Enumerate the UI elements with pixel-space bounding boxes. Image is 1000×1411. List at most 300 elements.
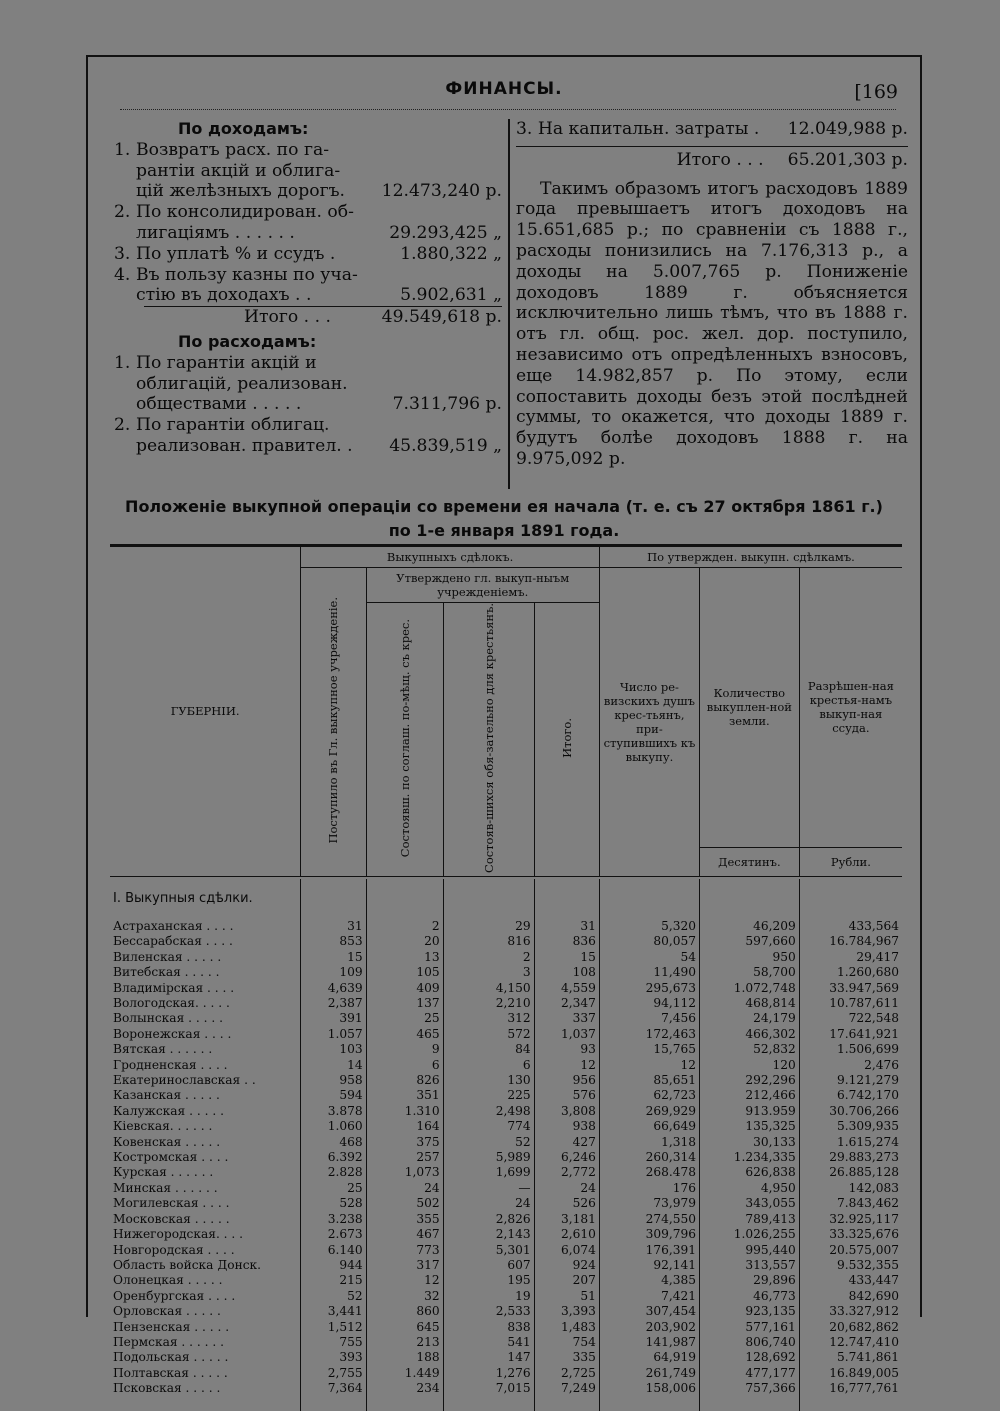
table-cell: 215 (301, 1273, 366, 1288)
table-row (110, 1289, 902, 1304)
table-cell: 212,466 (699, 1088, 799, 1103)
col-agreed: Состоявш. по соглаш. по-мѣщ. съ крес. (366, 603, 443, 877)
income-item (114, 140, 502, 202)
table-cell: 2,755 (301, 1366, 366, 1381)
table-cell: 1,276 (443, 1366, 534, 1381)
table-cell: 207 (534, 1273, 599, 1288)
table-cell: 312 (443, 1011, 534, 1026)
table-cell: 466,302 (699, 1027, 799, 1042)
gubernia-name: Виленская . . . . . (113, 949, 222, 964)
table-cell: 29.883,273 (799, 1150, 902, 1165)
table-cell: 128,692 (699, 1350, 799, 1365)
gubernia-name: Орловская . . . . . (113, 1304, 221, 1319)
table-cell: 477,177 (699, 1366, 799, 1381)
income-total-label: Итого . . . (244, 307, 331, 328)
table-cell: 19 (443, 1289, 534, 1304)
table-row (110, 1258, 902, 1273)
document-page (86, 55, 922, 1396)
gubernia-name: Подольская . . . . . (113, 1350, 229, 1365)
table-cell: 572 (443, 1027, 534, 1042)
table-cell: 15,765 (599, 1042, 699, 1057)
table-cell: 7,015 (443, 1381, 534, 1396)
expense-total-label: Итого . . . (676, 149, 764, 170)
table-cell: 225 (443, 1088, 534, 1103)
income-item (114, 202, 502, 244)
table-cell: 268.478 (599, 1165, 699, 1180)
table-row (110, 1088, 902, 1103)
expense-item-3-label: 3. На капитальн. затраты . (516, 119, 760, 139)
table-cell: 188 (366, 1350, 443, 1365)
table-cell: 54 (599, 950, 699, 965)
section-title: ФИНАНСЫ. (445, 79, 563, 99)
col-land: Количество выкуплен-ной земли. (699, 568, 799, 848)
table-cell: 2,533 (443, 1304, 534, 1319)
gubernia-name: Курская . . . . . . (113, 1165, 214, 1180)
page-number: [169 (854, 81, 898, 103)
table-cell: 93 (534, 1042, 599, 1057)
table-cell: 9 (366, 1042, 443, 1057)
table-cell: 52 (443, 1135, 534, 1150)
table-cell: 7,249 (534, 1381, 599, 1396)
table-cell: 3,808 (534, 1104, 599, 1119)
table-cell: 2,772 (534, 1165, 599, 1180)
table-cell: 260,314 (599, 1150, 699, 1165)
gubernia-name: Воронежская . . . . (113, 1026, 232, 1041)
table-cell: 85,651 (599, 1073, 699, 1088)
table-cell: 176,391 (599, 1243, 699, 1258)
gubernia-name: Владимiрская . . . . (113, 980, 235, 995)
gubernia-name: Олонецкая . . . . . (113, 1273, 223, 1288)
table-cell: 860 (366, 1304, 443, 1319)
section-label: I. Выкупныя сдѣлки. (113, 891, 253, 907)
table-cell: 29,896 (699, 1273, 799, 1288)
table-cell: 842,690 (799, 1289, 902, 1304)
table-cell: 355 (366, 1212, 443, 1227)
table-row (110, 919, 902, 934)
table-cell: 2,498 (443, 1104, 534, 1119)
table-cell: 1.072,748 (699, 981, 799, 996)
table-cell: 269,929 (599, 1104, 699, 1119)
table-cell: 1.615,274 (799, 1135, 902, 1150)
table-cell: 541 (443, 1335, 534, 1350)
table-cell: 46,773 (699, 1289, 799, 1304)
table-cell: 92,141 (599, 1258, 699, 1273)
table-cell: 274,550 (599, 1212, 699, 1227)
table-cell: 6.140 (301, 1243, 366, 1258)
table-cell: 2,725 (534, 1366, 599, 1381)
redemption-table (110, 544, 902, 1411)
table-cell: 923,135 (699, 1304, 799, 1319)
income-item-amount: 29.293,425 „ (389, 222, 502, 243)
gubernia-name: Бессарабская . . . . (113, 934, 233, 949)
table-cell: 313,557 (699, 1258, 799, 1273)
table-cell: 52,832 (699, 1042, 799, 1057)
table-cell: 958 (301, 1073, 366, 1088)
income-total (144, 306, 502, 328)
table-cell: 24 (366, 1181, 443, 1196)
table-cell: 29 (443, 919, 534, 934)
table-row (110, 1212, 902, 1227)
table-cell: 20 (366, 934, 443, 949)
table-cell: 31 (301, 919, 366, 934)
table-cell: 2,476 (799, 1058, 902, 1073)
gubernia-name: Кiевская. . . . . . (113, 1119, 213, 1134)
table-heading (88, 495, 920, 543)
col-loan: Разрѣшен-ная крестья-намъ выкуп-ная ссуда. (799, 568, 902, 848)
table-cell: 234 (366, 1381, 443, 1396)
gubernia-name: Пензенская . . . . . (113, 1319, 230, 1334)
income-item-amount: 12.473,240 р. (381, 181, 502, 202)
table-cell: 433,447 (799, 1273, 902, 1288)
table-cell: 1.260,680 (799, 965, 902, 980)
table-cell: 203,902 (599, 1320, 699, 1335)
table-cell: 29,417 (799, 950, 902, 965)
table-cell: 5,301 (443, 1243, 534, 1258)
table-cell: 108 (534, 965, 599, 980)
table-cell: 142,083 (799, 1181, 902, 1196)
table-cell: 164 (366, 1119, 443, 1134)
table-cell: 5.309,935 (799, 1119, 902, 1134)
table-cell: 4,950 (699, 1181, 799, 1196)
left-column (114, 119, 502, 457)
table-cell: 956 (534, 1073, 599, 1088)
table-cell: 14 (301, 1058, 366, 1073)
table-cell: 607 (443, 1258, 534, 1273)
table-cell: 944 (301, 1258, 366, 1273)
table-row (110, 1150, 902, 1165)
income-item-text: Въ пользу казны по уча- (136, 264, 358, 285)
expense-item-amount: 45.839,519 „ (389, 435, 502, 456)
gubernia-name: Пермская . . . . . . (113, 1334, 225, 1349)
table-cell: 393 (301, 1350, 366, 1365)
table-cell: 257 (366, 1150, 443, 1165)
table-cell: 722,548 (799, 1011, 902, 1026)
table-cell: 924 (534, 1258, 599, 1273)
expense-item-text: обществами . . . . . (136, 394, 302, 415)
table-cell: 4,559 (534, 981, 599, 996)
table-row (110, 965, 902, 980)
income-item (114, 265, 502, 307)
table-cell: 24,179 (699, 1011, 799, 1026)
table-cell: 51 (534, 1289, 599, 1304)
table-cell: 774 (443, 1119, 534, 1134)
table-cell: 826 (366, 1073, 443, 1088)
table-cell: 351 (366, 1088, 443, 1103)
table-row (110, 1350, 902, 1365)
table-cell: 838 (443, 1320, 534, 1335)
table-cell: 1.026,255 (699, 1227, 799, 1242)
table-cell: 375 (366, 1135, 443, 1150)
table-cell: 913.959 (699, 1104, 799, 1119)
table-row (110, 1381, 902, 1396)
gubernia-name: Могилевская . . . . (113, 1196, 230, 1211)
table-cell: 2 (443, 950, 534, 965)
table-cell: 6.742,170 (799, 1088, 902, 1103)
table-cell: 528 (301, 1196, 366, 1211)
expense-item-amount: 7.311,796 р. (392, 394, 502, 415)
table-cell: 391 (301, 1011, 366, 1026)
income-item-number: 4. (114, 264, 131, 285)
table-cell: 1,073 (366, 1165, 443, 1180)
table-row (110, 1073, 902, 1088)
gubernia-name: Витебская . . . . . (113, 965, 220, 980)
gubernia-name: Калужская . . . . . (113, 1103, 224, 1118)
table-cell: 427 (534, 1135, 599, 1150)
table-cell: 3.878 (301, 1104, 366, 1119)
income-item-amount: 1.880,322 „ (400, 243, 502, 264)
table-cell: 1,512 (301, 1320, 366, 1335)
table-cell: 594 (301, 1088, 366, 1103)
gubernia-name: Гродненская . . . . (113, 1057, 228, 1072)
gubernia-name: Волынская . . . . . (113, 1011, 223, 1026)
income-item-amount: 5.902,631 „ (400, 285, 502, 306)
gubernia-name: Полтавская . . . . . (113, 1365, 228, 1380)
table-cell: 26.885,128 (799, 1165, 902, 1180)
table-cell: 645 (366, 1320, 443, 1335)
table-cell: 806,740 (699, 1335, 799, 1350)
table-cell: 465 (366, 1027, 443, 1042)
table-cell: 46,209 (699, 919, 799, 934)
table-cell: 9.121,279 (799, 1073, 902, 1088)
table-cell: 1.057 (301, 1027, 366, 1042)
expense-item-3-amount: 12.049,988 р. (787, 119, 908, 139)
table-cell: 468 (301, 1135, 366, 1150)
table-cell: 6 (366, 1058, 443, 1073)
expense-item-3 (516, 119, 908, 140)
table-cell: 2,826 (443, 1212, 534, 1227)
expense-item-number: 2. (114, 415, 131, 436)
right-column (516, 119, 908, 470)
table-cell: 16,777,761 (799, 1381, 902, 1396)
table-row (110, 1227, 902, 1242)
table-row (110, 1304, 902, 1319)
income-heading: По доходамъ: (178, 119, 309, 138)
expense-item-text: реализован. правител. . (136, 435, 353, 456)
table-row (110, 1042, 902, 1057)
table-cell: 24 (443, 1196, 534, 1211)
expense-list (114, 353, 502, 457)
table-cell: 135,325 (699, 1119, 799, 1134)
table-cell: 950 (699, 950, 799, 965)
income-item-text: По консолидирован. об- (136, 202, 354, 223)
table-cell: 30,133 (699, 1135, 799, 1150)
table-cell: 147 (443, 1350, 534, 1365)
table-cell: 261,749 (599, 1366, 699, 1381)
table-row (110, 1366, 902, 1381)
table-cell: 7,456 (599, 1011, 699, 1026)
table-cell: 16.849,005 (799, 1366, 902, 1381)
table-cell: 836 (534, 934, 599, 949)
table-cell: 33.947,569 (799, 981, 902, 996)
table-cell: 335 (534, 1350, 599, 1365)
table-row (110, 1011, 902, 1026)
table-cell: 120 (699, 1058, 799, 1073)
income-item-text: стiю въ доходахъ . . (136, 285, 312, 306)
table-cell: 468,814 (699, 996, 799, 1011)
gubernia-name: Астраханская . . . . (113, 918, 234, 933)
table-cell: 11,490 (599, 965, 699, 980)
table-row (110, 1243, 902, 1258)
table-cell: 995,440 (699, 1243, 799, 1258)
col-total: Итого. (534, 603, 599, 877)
income-item-text: лигацiямъ . . . . . . (136, 222, 295, 243)
table-cell: 597,660 (699, 934, 799, 949)
table-cell: 938 (534, 1119, 599, 1134)
table-cell: 1.506,699 (799, 1042, 902, 1057)
table-cell: 24 (534, 1181, 599, 1196)
table-cell: 1.310 (366, 1104, 443, 1119)
header-rule (120, 105, 896, 110)
expense-total (516, 146, 908, 171)
table-cell: 3,181 (534, 1212, 599, 1227)
table-cell: 1,037 (534, 1027, 599, 1042)
gubernia-name: Костромская . . . . (113, 1150, 229, 1165)
redemption-table-wrap (110, 544, 902, 1411)
income-list (114, 140, 502, 306)
table-cell: 2.828 (301, 1165, 366, 1180)
table-cell: 213 (366, 1335, 443, 1350)
table-cell: 30.706,266 (799, 1104, 902, 1119)
table-cell: 66,649 (599, 1119, 699, 1134)
table-cell: 15 (301, 950, 366, 965)
unit-land: Десятинъ. (699, 847, 799, 876)
table-cell: 1,699 (443, 1165, 534, 1180)
table-cell: 773 (366, 1243, 443, 1258)
table-cell: 1.234,335 (699, 1150, 799, 1165)
table-cell: 307,454 (599, 1304, 699, 1319)
group-confirmed: Утверждено гл. выкуп-ныъм учрежденiемъ. (366, 568, 599, 603)
table-cell: 12 (366, 1273, 443, 1288)
expense-item-text: облигацiй, реализован. (136, 373, 348, 394)
summary-paragraph: Такимъ образомъ итогъ расходовъ 1889 года превышаетъ итогъ доходовъ на 15.651,685 р.; по сравненiи съ 1888 г., расходы понизились на 7.176,313 р., а доходы на 5.007,765 р. Пониженiе доходовъ 1889 г. объясняется исключительно лишь тѣмъ, что въ 1888 г. отъ гл. общ. рос. жел. дор. поступило, независимо отъ опредѣленныхъ взносовъ, еще 14.982,857 р. По этому, если сопоставить доходы безъ этой послѣдней суммы, то окажется, что доходы 1889 г. будутъ болѣе доходовъ 1888 г. на 9.975,092 р. (516, 178, 908, 469)
col-gubernia: ГУБЕРНIИ. (110, 546, 301, 877)
table-cell: 1,318 (599, 1135, 699, 1150)
table-row (110, 1165, 902, 1180)
col-received: Поступило въ Гл. выкупное учрежденiе. (301, 568, 366, 877)
table-cell: 25 (301, 1181, 366, 1196)
table-cell: 17.641,921 (799, 1027, 902, 1042)
table-cell: 80,057 (599, 934, 699, 949)
table-cell: 62,723 (599, 1088, 699, 1103)
table-cell: 103 (301, 1042, 366, 1057)
table-row (110, 1027, 902, 1042)
gubernia-name: Новгородская . . . . (113, 1242, 235, 1257)
table-cell: 295,673 (599, 981, 699, 996)
expense-item-text: По гарантiи облигац. (136, 415, 330, 436)
gubernia-name: Псковская . . . . . (113, 1381, 221, 1396)
table-cell: 137 (366, 996, 443, 1011)
expense-heading: По расходамъ: (178, 331, 317, 351)
table-cell: — (443, 1181, 534, 1196)
table-row (110, 996, 902, 1011)
income-item-text: рантiи акцiй и облига- (136, 160, 341, 181)
table-heading-line1: Положенiе выкупной операцiи со времени ея начала (т. е. съ 27 октября 1861 г.) (125, 497, 883, 516)
table-row (110, 981, 902, 996)
expense-item (114, 415, 502, 457)
gubernia-name: Ковенская . . . . . (113, 1134, 221, 1149)
group-approved: По утвержден. выкупн. сдѣлкамъ. (599, 546, 902, 568)
table-cell: 25 (366, 1011, 443, 1026)
table-cell: 309,796 (599, 1227, 699, 1242)
gubernia-name: Область войска Донск. (113, 1257, 262, 1272)
table-cell: 2,347 (534, 996, 599, 1011)
table-cell: 105 (366, 965, 443, 980)
gubernia-name: Оренбургская . . . . (113, 1288, 236, 1303)
table-cell: 7,364 (301, 1381, 366, 1396)
income-item-text: По уплатѣ % и ссудъ . (136, 243, 336, 264)
table-cell: 12.747,410 (799, 1335, 902, 1350)
income-item-text: цiй желѣзныхъ дорогъ. (136, 181, 346, 202)
table-cell: 433,564 (799, 919, 902, 934)
table-cell: 3,393 (534, 1304, 599, 1319)
income-item-number: 2. (114, 202, 131, 223)
table-cell: 467 (366, 1227, 443, 1242)
unit-loan: Рубли. (799, 847, 902, 876)
table-cell: 1.060 (301, 1119, 366, 1134)
table-cell: 141,987 (599, 1335, 699, 1350)
table-cell: 7,421 (599, 1289, 699, 1304)
table-cell: 12 (599, 1058, 699, 1073)
table-cell: 337 (534, 1011, 599, 1026)
table-cell: 20.575,007 (799, 1243, 902, 1258)
section-row (110, 879, 902, 919)
table-cell: 2,387 (301, 996, 366, 1011)
table-cell: 755 (301, 1335, 366, 1350)
table-cell: 577,161 (699, 1320, 799, 1335)
gubernia-name: Вологодская. . . . . (113, 996, 230, 1010)
income-item (114, 244, 502, 265)
table-row (110, 1320, 902, 1335)
table-row (110, 1119, 902, 1134)
table-cell: 343,055 (699, 1196, 799, 1211)
table-cell: 158,006 (599, 1381, 699, 1396)
column-divider (508, 119, 510, 489)
table-cell: 6 (443, 1058, 534, 1073)
table-cell: 2.673 (301, 1227, 366, 1242)
table-cell: 3,441 (301, 1304, 366, 1319)
table-cell: 176 (599, 1181, 699, 1196)
table-row (110, 934, 902, 949)
table-cell: 3 (443, 965, 534, 980)
table-cell: 576 (534, 1088, 599, 1103)
table-cell: 754 (534, 1335, 599, 1350)
table-cell: 172,463 (599, 1027, 699, 1042)
table-cell: 292,296 (699, 1073, 799, 1088)
table-cell: 12 (534, 1058, 599, 1073)
table-row (110, 1181, 902, 1196)
table-cell: 626,838 (699, 1165, 799, 1180)
table-cell: 4,150 (443, 981, 534, 996)
gubernia-name: Московская . . . . . (113, 1211, 230, 1226)
table-cell: 10.787,611 (799, 996, 902, 1011)
expense-item (114, 353, 502, 415)
table-cell: 4,385 (599, 1273, 699, 1288)
col-souls: Число ре-визскихъ душъ крес-тьянъ, при-ступившихъ къ выкупу. (599, 568, 699, 877)
table-cell: 502 (366, 1196, 443, 1211)
table-cell: 2,210 (443, 996, 534, 1011)
table-cell: 2,143 (443, 1227, 534, 1242)
income-item-text: Возвратъ расх. по га- (136, 139, 330, 160)
table-cell: 13 (366, 950, 443, 965)
income-item-number: 3. (114, 243, 131, 264)
table-cell: 109 (301, 965, 366, 980)
table-cell: 1,483 (534, 1320, 599, 1335)
table-heading-line2: по 1-е января 1891 года. (388, 521, 620, 540)
table-cell: 789,413 (699, 1212, 799, 1227)
table-cell: 526 (534, 1196, 599, 1211)
gubernia-name: Казанская . . . . . (113, 1088, 220, 1103)
table-row (110, 1335, 902, 1350)
